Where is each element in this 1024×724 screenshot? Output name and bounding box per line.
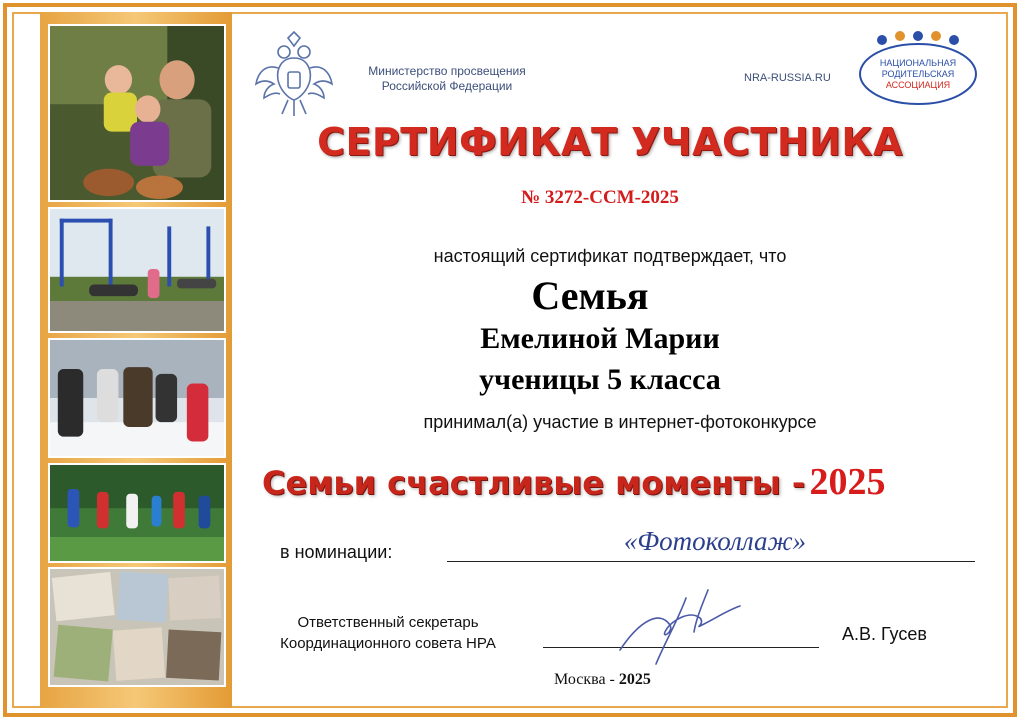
contest-title [262, 460, 972, 504]
city-name: Москва - [554, 671, 615, 688]
signer-name: А.В. Гусев [842, 624, 927, 644]
logo-line-2: РОДИТЕЛЬСКАЯ [881, 69, 955, 79]
nomination-underline [447, 561, 975, 562]
nomination-value: «Фотоколлаж» [623, 526, 807, 556]
photo-playground [48, 207, 226, 333]
ministry-name [352, 64, 542, 94]
contest-year: 2025 [809, 461, 886, 503]
logo-line-1: НАЦИОНАЛЬНАЯ [879, 58, 957, 68]
photo-collage [48, 567, 226, 687]
nra-logo [852, 30, 984, 110]
secretary-title [246, 612, 530, 654]
signature-icon [600, 580, 760, 670]
ministry-line-1: Министерство просвещения [368, 64, 526, 78]
photo-family-forest [48, 24, 226, 202]
contest-name: Семьи счастливые моменты - [262, 464, 806, 502]
participant-grade: ученицы 5 класса [479, 363, 721, 396]
participant-name: Емелиной Марии [480, 322, 720, 355]
certificate-title: СЕРТИФИКАТ УЧАСТНИКА [317, 120, 903, 164]
family-heading: Семья [531, 273, 649, 318]
ministry-line-2: Российской Федерации [381, 79, 513, 93]
russia-coat-of-arms-icon [248, 28, 340, 120]
photo-jumping [48, 463, 226, 563]
secretary-line-2: Координационного совета НРА [280, 635, 496, 652]
issue-year: 2025 [618, 671, 651, 688]
nomination-label: в номинации: [280, 542, 393, 562]
participation-text: принимал(а) участие в интернет-фотоконкурсе [423, 412, 817, 432]
secretary-line-1: Ответственный секретарь [297, 614, 479, 631]
city-year [554, 671, 651, 689]
logo-line-3: АССОЦИАЦИЯ [885, 80, 951, 90]
photo-winter [48, 338, 226, 458]
site-url: NRA-RUSSIA.RU [744, 72, 831, 84]
certificate-number: № 3272-ССМ-2025 [521, 187, 679, 208]
confirm-text: настоящий сертификат подтверждает, что [433, 246, 787, 266]
